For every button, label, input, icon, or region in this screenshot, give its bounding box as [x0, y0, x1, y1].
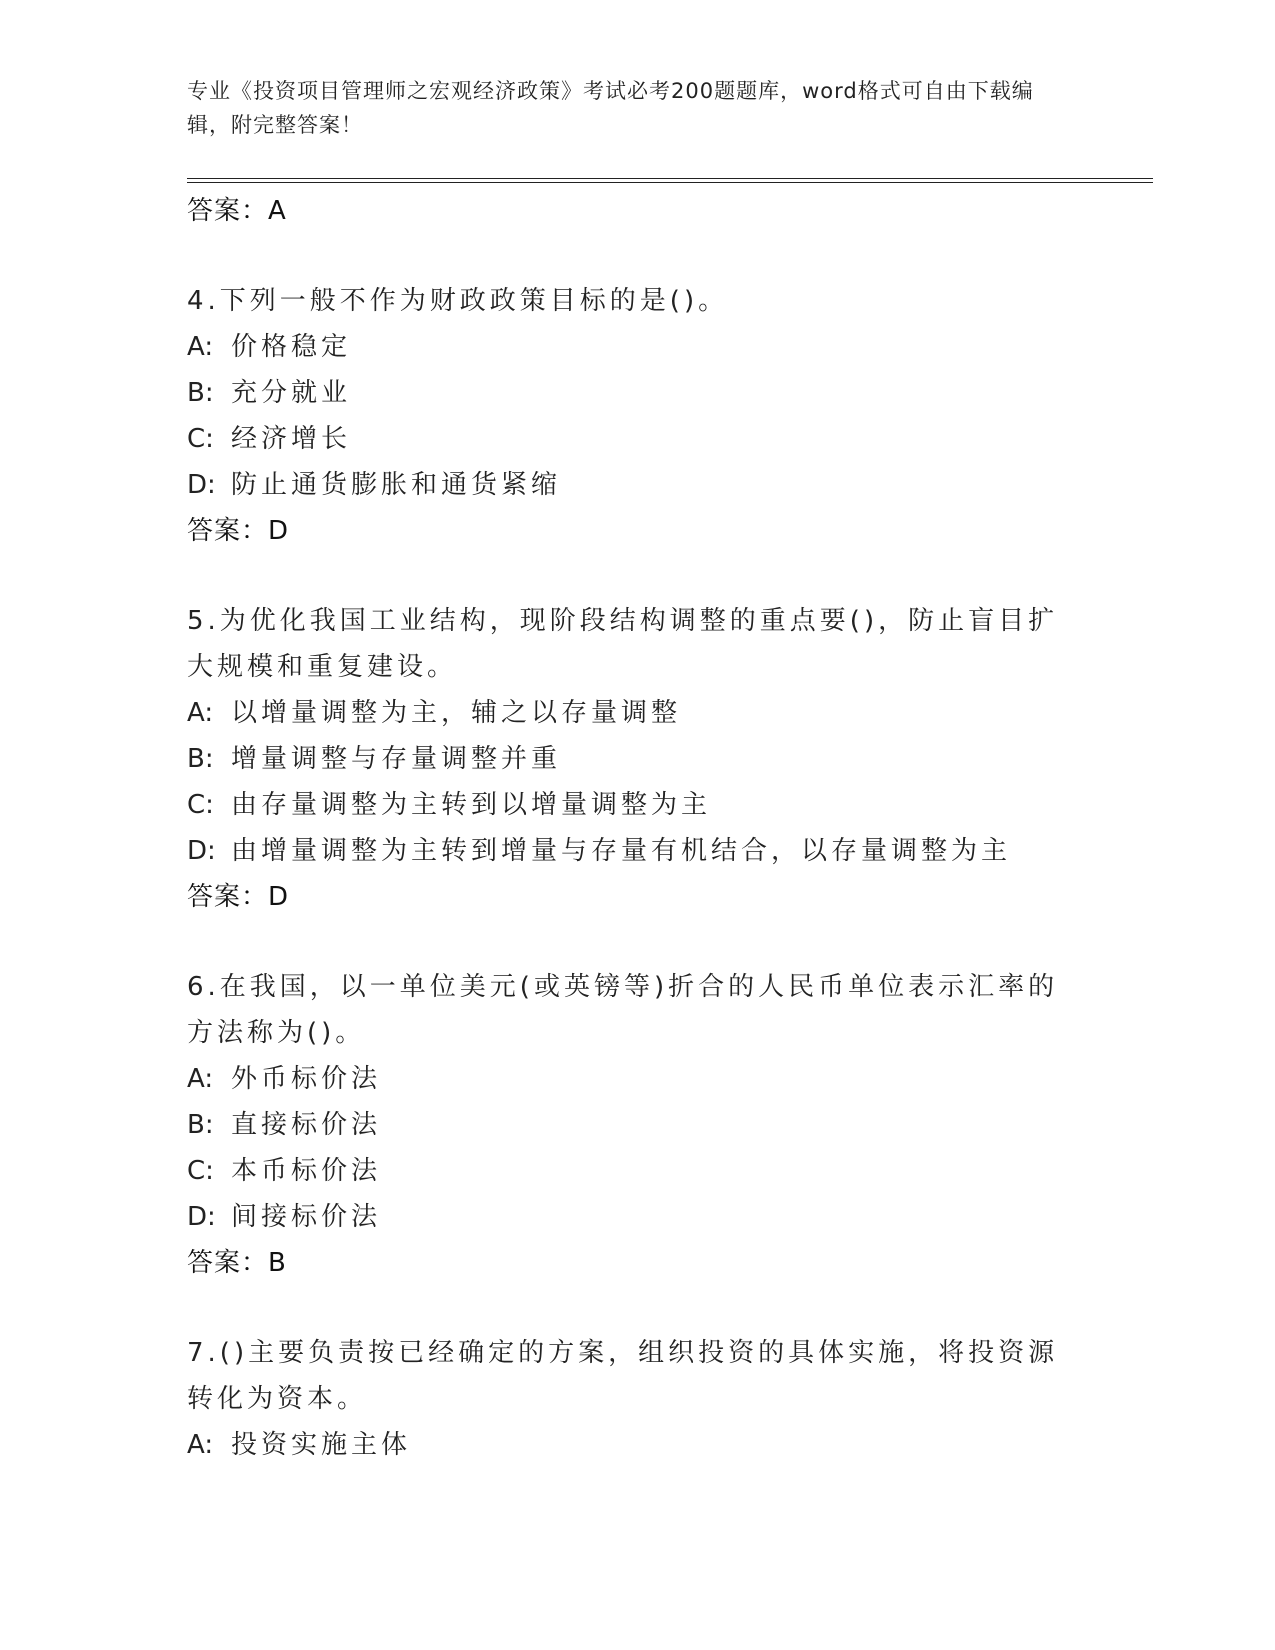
option-letter: B:: [187, 1110, 214, 1140]
option-text: 防止通货膨胀和通货紧缩: [231, 470, 562, 500]
option-letter: A:: [187, 698, 214, 728]
option-b: [187, 370, 1067, 416]
option-c: [187, 416, 1067, 462]
option-b: [187, 1102, 1067, 1148]
option-letter: C:: [187, 790, 214, 820]
option-d: [187, 1194, 1067, 1240]
option-letter: D:: [187, 836, 216, 866]
option-letter: C:: [187, 424, 214, 454]
option-a: [187, 1056, 1067, 1102]
option-text: 由存量调整为主转到以增量调整为主: [231, 790, 712, 820]
document-header: 专业《投资项目管理师之宏观经济政策》考试必考200题题库，word格式可自由下载编辑，附完整答案！: [187, 79, 1034, 137]
option-text: 本币标价法: [231, 1156, 382, 1186]
option-d: [187, 462, 1067, 508]
option-text: 外币标价法: [231, 1064, 382, 1094]
option-text: 直接标价法: [231, 1110, 382, 1140]
option-a: [187, 324, 1067, 370]
option-text: 充分就业: [231, 378, 352, 408]
option-b: [187, 736, 1067, 782]
header-rule-top: [187, 178, 1153, 179]
option-letter: A:: [187, 332, 214, 362]
question-stem: 6.在我国，以一单位美元(或英镑等)折合的人民币单位表示汇率的方法称为()。: [187, 972, 1059, 1048]
answer-line: 答案：D: [187, 516, 290, 546]
question-block: [187, 278, 1067, 554]
document-body: [187, 188, 1067, 1468]
option-text: 增量调整与存量调整并重: [231, 744, 562, 774]
header-rule-bottom: [187, 182, 1153, 183]
option-letter: A:: [187, 1064, 214, 1094]
question-block: [187, 964, 1067, 1286]
option-text: 投资实施主体: [231, 1430, 412, 1460]
answer-line: 答案：A: [187, 196, 287, 226]
question-stem: 7.()主要负责按已经确定的方案，组织投资的具体实施，将投资源转化为资本。: [187, 1338, 1059, 1414]
option-letter: D:: [187, 1202, 216, 1232]
question-block: [187, 598, 1067, 920]
option-letter: B:: [187, 744, 214, 774]
option-d: [187, 828, 1067, 874]
option-text: 价格稳定: [231, 332, 352, 362]
question-stem: 5.为优化我国工业结构，现阶段结构调整的重点要()，防止盲目扩大规模和重复建设。: [187, 606, 1059, 682]
answer-line: 答案：D: [187, 882, 290, 912]
question-stem: 4.下列一般不作为财政政策目标的是()。: [187, 286, 729, 316]
option-a: [187, 690, 1067, 736]
option-text: 以增量调整为主，辅之以存量调整: [231, 698, 682, 728]
option-letter: C:: [187, 1156, 214, 1186]
option-text: 间接标价法: [231, 1202, 382, 1232]
answer-line: 答案：B: [187, 1248, 287, 1278]
option-text: 由增量调整为主转到增量与存量有机结合，以存量调整为主: [231, 836, 1012, 866]
option-letter: A:: [187, 1430, 214, 1460]
option-a: [187, 1422, 1067, 1468]
option-letter: D:: [187, 470, 216, 500]
option-letter: B:: [187, 378, 214, 408]
option-text: 经济增长: [231, 424, 352, 454]
option-c: [187, 782, 1067, 828]
option-c: [187, 1148, 1067, 1194]
question-block: [187, 1330, 1067, 1468]
